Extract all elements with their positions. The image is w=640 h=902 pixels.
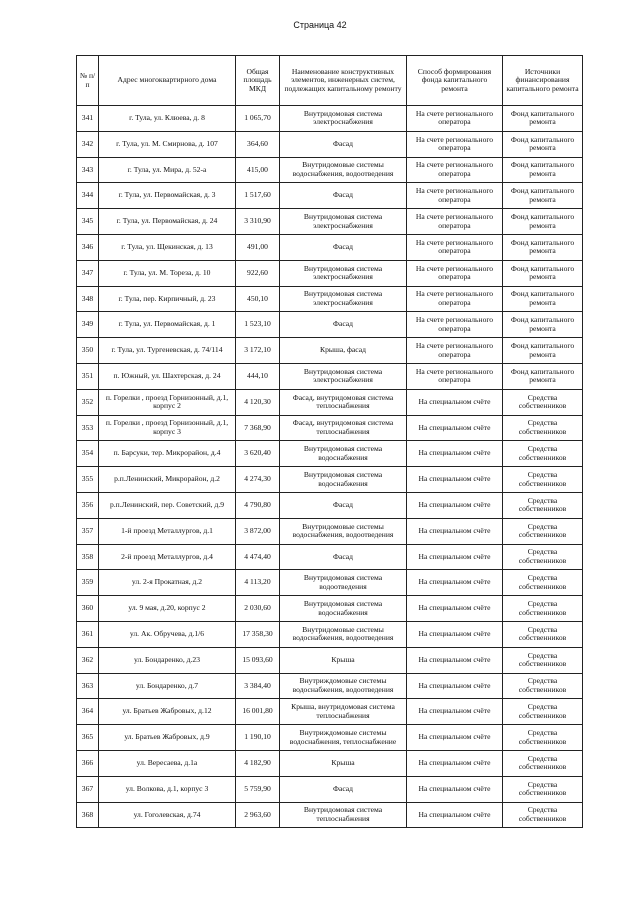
row-number: 358 <box>77 544 99 570</box>
row-number: 355 <box>77 467 99 493</box>
row-area: 1 190,10 <box>236 725 280 751</box>
row-source: Фонд капитального ремонта <box>503 363 583 389</box>
row-source: Средства собственников <box>503 699 583 725</box>
row-area: 415,00 <box>236 157 280 183</box>
repair-table <box>76 55 583 828</box>
table-row <box>77 312 583 338</box>
row-address: г. Тула, ул. Тургеневская, д. 74/114 <box>99 338 236 364</box>
row-number: 349 <box>77 312 99 338</box>
row-source: Средства собственников <box>503 518 583 544</box>
row-source: Средства собственников <box>503 802 583 828</box>
row-source: Средства собственников <box>503 544 583 570</box>
row-address: г. Тула, ул. Первомайская, д. 3 <box>99 183 236 209</box>
row-method: На специальном счёте <box>407 750 503 776</box>
row-source: Средства собственников <box>503 621 583 647</box>
row-area: 4 790,80 <box>236 492 280 518</box>
row-area: 1 065,70 <box>236 106 280 132</box>
row-method: На специальном счёте <box>407 673 503 699</box>
table-header-row <box>77 56 583 106</box>
table-row <box>77 106 583 132</box>
row-method: На специальном счёте <box>407 467 503 493</box>
row-elements: Фасад <box>280 776 407 802</box>
row-method: На специальном счёте <box>407 492 503 518</box>
row-number: 345 <box>77 209 99 235</box>
header-method: Способ формирования фонда капитального ремонта <box>407 56 503 106</box>
row-source: Фонд капитального ремонта <box>503 183 583 209</box>
row-elements: Фасад <box>280 544 407 570</box>
row-source: Средства собственников <box>503 750 583 776</box>
row-method: На счете регионального оператора <box>407 234 503 260</box>
row-address: г. Тула, ул. Первомайская, д. 24 <box>99 209 236 235</box>
table-row <box>77 338 583 364</box>
row-method: На счете регионального оператора <box>407 312 503 338</box>
row-elements: Внутридомовая система электроснабжения <box>280 106 407 132</box>
row-elements: Крыша <box>280 647 407 673</box>
table-row <box>77 802 583 828</box>
row-number: 354 <box>77 441 99 467</box>
row-source: Фонд капитального ремонта <box>503 260 583 286</box>
row-source: Фонд капитального ремонта <box>503 157 583 183</box>
row-address: г. Тула, ул. Первомайская, д. 1 <box>99 312 236 338</box>
row-number: 367 <box>77 776 99 802</box>
row-address: ул. Бондаренко, д.7 <box>99 673 236 699</box>
row-address: ул. Гоголевская, д.74 <box>99 802 236 828</box>
row-source: Средства собственников <box>503 389 583 415</box>
row-address: г. Тула, ул. М. Смирнова, д. 107 <box>99 131 236 157</box>
row-area: 4 113,20 <box>236 570 280 596</box>
table-row <box>77 467 583 493</box>
row-number: 365 <box>77 725 99 751</box>
row-address: г. Тула, ул. Щекинская, д. 13 <box>99 234 236 260</box>
row-area: 1 523,10 <box>236 312 280 338</box>
row-number: 347 <box>77 260 99 286</box>
row-number: 363 <box>77 673 99 699</box>
row-area: 2 963,60 <box>236 802 280 828</box>
row-number: 356 <box>77 492 99 518</box>
row-source: Фонд капитального ремонта <box>503 234 583 260</box>
row-area: 5 759,90 <box>236 776 280 802</box>
row-elements: Внутридомовая система теплоснабжения <box>280 802 407 828</box>
row-elements: Крыша <box>280 750 407 776</box>
row-source: Средства собственников <box>503 441 583 467</box>
table-row <box>77 363 583 389</box>
row-method: На счете регионального оператора <box>407 183 503 209</box>
row-method: На специальном счёте <box>407 596 503 622</box>
row-number: 359 <box>77 570 99 596</box>
row-address: г. Тула, ул. М. Тореза, д. 10 <box>99 260 236 286</box>
row-method: На счете регионального оператора <box>407 106 503 132</box>
row-area: 4 474,40 <box>236 544 280 570</box>
row-area: 3 872,00 <box>236 518 280 544</box>
row-area: 2 030,60 <box>236 596 280 622</box>
row-area: 3 172,10 <box>236 338 280 364</box>
row-elements: Крыша, фасад <box>280 338 407 364</box>
row-method: На специальном счёте <box>407 647 503 673</box>
header-source: Источники финансирования капитального ремонта <box>503 56 583 106</box>
row-elements: Внутридомовые системы водоснабжения, водоотведения <box>280 621 407 647</box>
row-method: На специальном счёте <box>407 518 503 544</box>
header-address: Адрес многоквартирного дома <box>99 56 236 106</box>
table-row <box>77 209 583 235</box>
row-area: 364,60 <box>236 131 280 157</box>
row-elements: Внутридомовая система водоснабжения <box>280 467 407 493</box>
table-row <box>77 260 583 286</box>
header-elements: Наименование конструктивных элементов, инженерных систем, подлежащих капитальному ремонту <box>280 56 407 106</box>
row-method: На специальном счёте <box>407 570 503 596</box>
table-body <box>77 106 583 828</box>
row-elements: Фасад, внутридомовая система теплоснабжения <box>280 415 407 441</box>
row-area: 922,60 <box>236 260 280 286</box>
row-method: На счете регионального оператора <box>407 363 503 389</box>
row-address: ул. Братьев Жабровых, д.12 <box>99 699 236 725</box>
row-method: На специальном счёте <box>407 621 503 647</box>
row-number: 352 <box>77 389 99 415</box>
row-method: На счете регионального оператора <box>407 260 503 286</box>
row-address: п. Южный, ул. Шахтерская, д. 24 <box>99 363 236 389</box>
row-elements: Внутриждомовые системы водоснабжения, теплоснабжение <box>280 725 407 751</box>
row-source: Фонд капитального ремонта <box>503 338 583 364</box>
row-elements: Внутридомовая система электроснабжения <box>280 260 407 286</box>
row-address: ул. Ак. Обручева, д.1/6 <box>99 621 236 647</box>
table-row <box>77 518 583 544</box>
row-elements: Внутридомовая система водоснабжения <box>280 441 407 467</box>
table-row <box>77 776 583 802</box>
table-row <box>77 389 583 415</box>
row-method: На счете регионального оператора <box>407 338 503 364</box>
row-address: г. Тула, пер. Кирпичный, д. 23 <box>99 286 236 312</box>
row-method: На специальном счёте <box>407 441 503 467</box>
row-area: 3 620,40 <box>236 441 280 467</box>
table-row <box>77 131 583 157</box>
row-elements: Внутридомовые системы водоснабжения, водоотведения <box>280 518 407 544</box>
row-number: 366 <box>77 750 99 776</box>
row-method: На специальном счёте <box>407 415 503 441</box>
row-number: 368 <box>77 802 99 828</box>
row-area: 17 358,30 <box>236 621 280 647</box>
row-source: Фонд капитального ремонта <box>503 286 583 312</box>
table-row <box>77 673 583 699</box>
header-area: Общая площадь МКД <box>236 56 280 106</box>
table-row <box>77 699 583 725</box>
row-number: 357 <box>77 518 99 544</box>
row-source: Средства собственников <box>503 725 583 751</box>
table-row <box>77 544 583 570</box>
row-number: 350 <box>77 338 99 364</box>
table-row <box>77 157 583 183</box>
table-row <box>77 647 583 673</box>
row-elements: Фасад, внутридомовая система теплоснабжения <box>280 389 407 415</box>
row-address: ул. Волкова, д.1, корпус 3 <box>99 776 236 802</box>
row-address: 1-й проезд Металлургов, д.1 <box>99 518 236 544</box>
row-address: п. Горелки , проезд Горнизонный, д.1, корпус 3 <box>99 415 236 441</box>
row-source: Средства собственников <box>503 673 583 699</box>
row-source: Средства собственников <box>503 467 583 493</box>
row-method: На специальном счёте <box>407 544 503 570</box>
row-area: 491,00 <box>236 234 280 260</box>
row-elements: Крыша, внутридомовая система теплоснабжения <box>280 699 407 725</box>
row-address: г. Тула, ул. Мира, д. 52-а <box>99 157 236 183</box>
table-row <box>77 441 583 467</box>
row-source: Средства собственников <box>503 492 583 518</box>
row-number: 342 <box>77 131 99 157</box>
table-row <box>77 596 583 622</box>
row-method: На счете регионального оператора <box>407 157 503 183</box>
row-number: 343 <box>77 157 99 183</box>
row-address: г. Тула, ул. Клюева, д. 8 <box>99 106 236 132</box>
row-number: 351 <box>77 363 99 389</box>
table-row <box>77 725 583 751</box>
row-method: На специальном счёте <box>407 725 503 751</box>
row-method: На специальном счёте <box>407 389 503 415</box>
row-address: ул. Бондаренко, д.23 <box>99 647 236 673</box>
row-elements: Фасад <box>280 312 407 338</box>
row-source: Фонд капитального ремонта <box>503 106 583 132</box>
row-elements: Внутридомовая система водоснабжения <box>280 596 407 622</box>
row-method: На специальном счёте <box>407 776 503 802</box>
row-number: 341 <box>77 106 99 132</box>
row-source: Фонд капитального ремонта <box>503 312 583 338</box>
row-number: 348 <box>77 286 99 312</box>
row-source: Средства собственников <box>503 415 583 441</box>
row-area: 16 001,80 <box>236 699 280 725</box>
table-row <box>77 183 583 209</box>
row-area: 3 310,90 <box>236 209 280 235</box>
row-area: 444,10 <box>236 363 280 389</box>
table-row <box>77 750 583 776</box>
row-elements: Внутридомовая система электроснабжения <box>280 209 407 235</box>
row-address: ул. Вересаева, д.1а <box>99 750 236 776</box>
row-elements: Фасад <box>280 131 407 157</box>
row-number: 361 <box>77 621 99 647</box>
row-area: 15 093,60 <box>236 647 280 673</box>
row-address: ул. Братьев Жабровых, д.9 <box>99 725 236 751</box>
row-area: 3 384,40 <box>236 673 280 699</box>
row-elements: Внутридомовые системы водоснабжения, водоотведения <box>280 157 407 183</box>
row-elements: Внутридомовая система водоотведения <box>280 570 407 596</box>
row-elements: Фасад <box>280 234 407 260</box>
table-row <box>77 415 583 441</box>
row-address: р.п.Ленинский, Микрорайон, д.2 <box>99 467 236 493</box>
row-number: 344 <box>77 183 99 209</box>
row-address: ул. 2-я Прокатная, д.2 <box>99 570 236 596</box>
row-elements: Внутридомовая система электроснабжения <box>280 286 407 312</box>
row-method: На счете регионального оператора <box>407 209 503 235</box>
row-area: 7 368,90 <box>236 415 280 441</box>
row-source: Средства собственников <box>503 596 583 622</box>
row-source: Фонд капитального ремонта <box>503 131 583 157</box>
row-number: 360 <box>77 596 99 622</box>
row-elements: Фасад <box>280 183 407 209</box>
row-number: 353 <box>77 415 99 441</box>
row-source: Фонд капитального ремонта <box>503 209 583 235</box>
row-method: На счете регионального оператора <box>407 286 503 312</box>
row-address: п. Горелки , проезд Горнизонный, д.1, корпус 2 <box>99 389 236 415</box>
row-area: 1 517,60 <box>236 183 280 209</box>
row-method: На специальном счёте <box>407 802 503 828</box>
header-number: № п/п <box>77 56 99 106</box>
table-row <box>77 621 583 647</box>
row-elements: Внутриждомовые системы водоснабжения, водоотведения <box>280 673 407 699</box>
table-row <box>77 234 583 260</box>
row-elements: Фасад <box>280 492 407 518</box>
row-method: На специальном счёте <box>407 699 503 725</box>
row-address: п. Барсуки, тер. Микрорайон, д.4 <box>99 441 236 467</box>
row-area: 450,10 <box>236 286 280 312</box>
row-number: 362 <box>77 647 99 673</box>
row-elements: Внутридомовая система электроснабжения <box>280 363 407 389</box>
row-area: 4 182,90 <box>236 750 280 776</box>
row-area: 4 274,30 <box>236 467 280 493</box>
row-area: 4 120,30 <box>236 389 280 415</box>
page-title: Страница 42 <box>293 20 347 30</box>
row-source: Средства собственников <box>503 776 583 802</box>
row-source: Средства собственников <box>503 570 583 596</box>
row-number: 346 <box>77 234 99 260</box>
row-number: 364 <box>77 699 99 725</box>
table-row <box>77 286 583 312</box>
row-method: На счете регионального оператора <box>407 131 503 157</box>
row-address: 2-й проезд Металлургов, д.4 <box>99 544 236 570</box>
row-address: ул. 9 мая, д.20, корпус 2 <box>99 596 236 622</box>
row-source: Средства собственников <box>503 647 583 673</box>
table-row <box>77 570 583 596</box>
row-address: р.п.Ленинский, пер. Советский, д.9 <box>99 492 236 518</box>
table-row <box>77 492 583 518</box>
